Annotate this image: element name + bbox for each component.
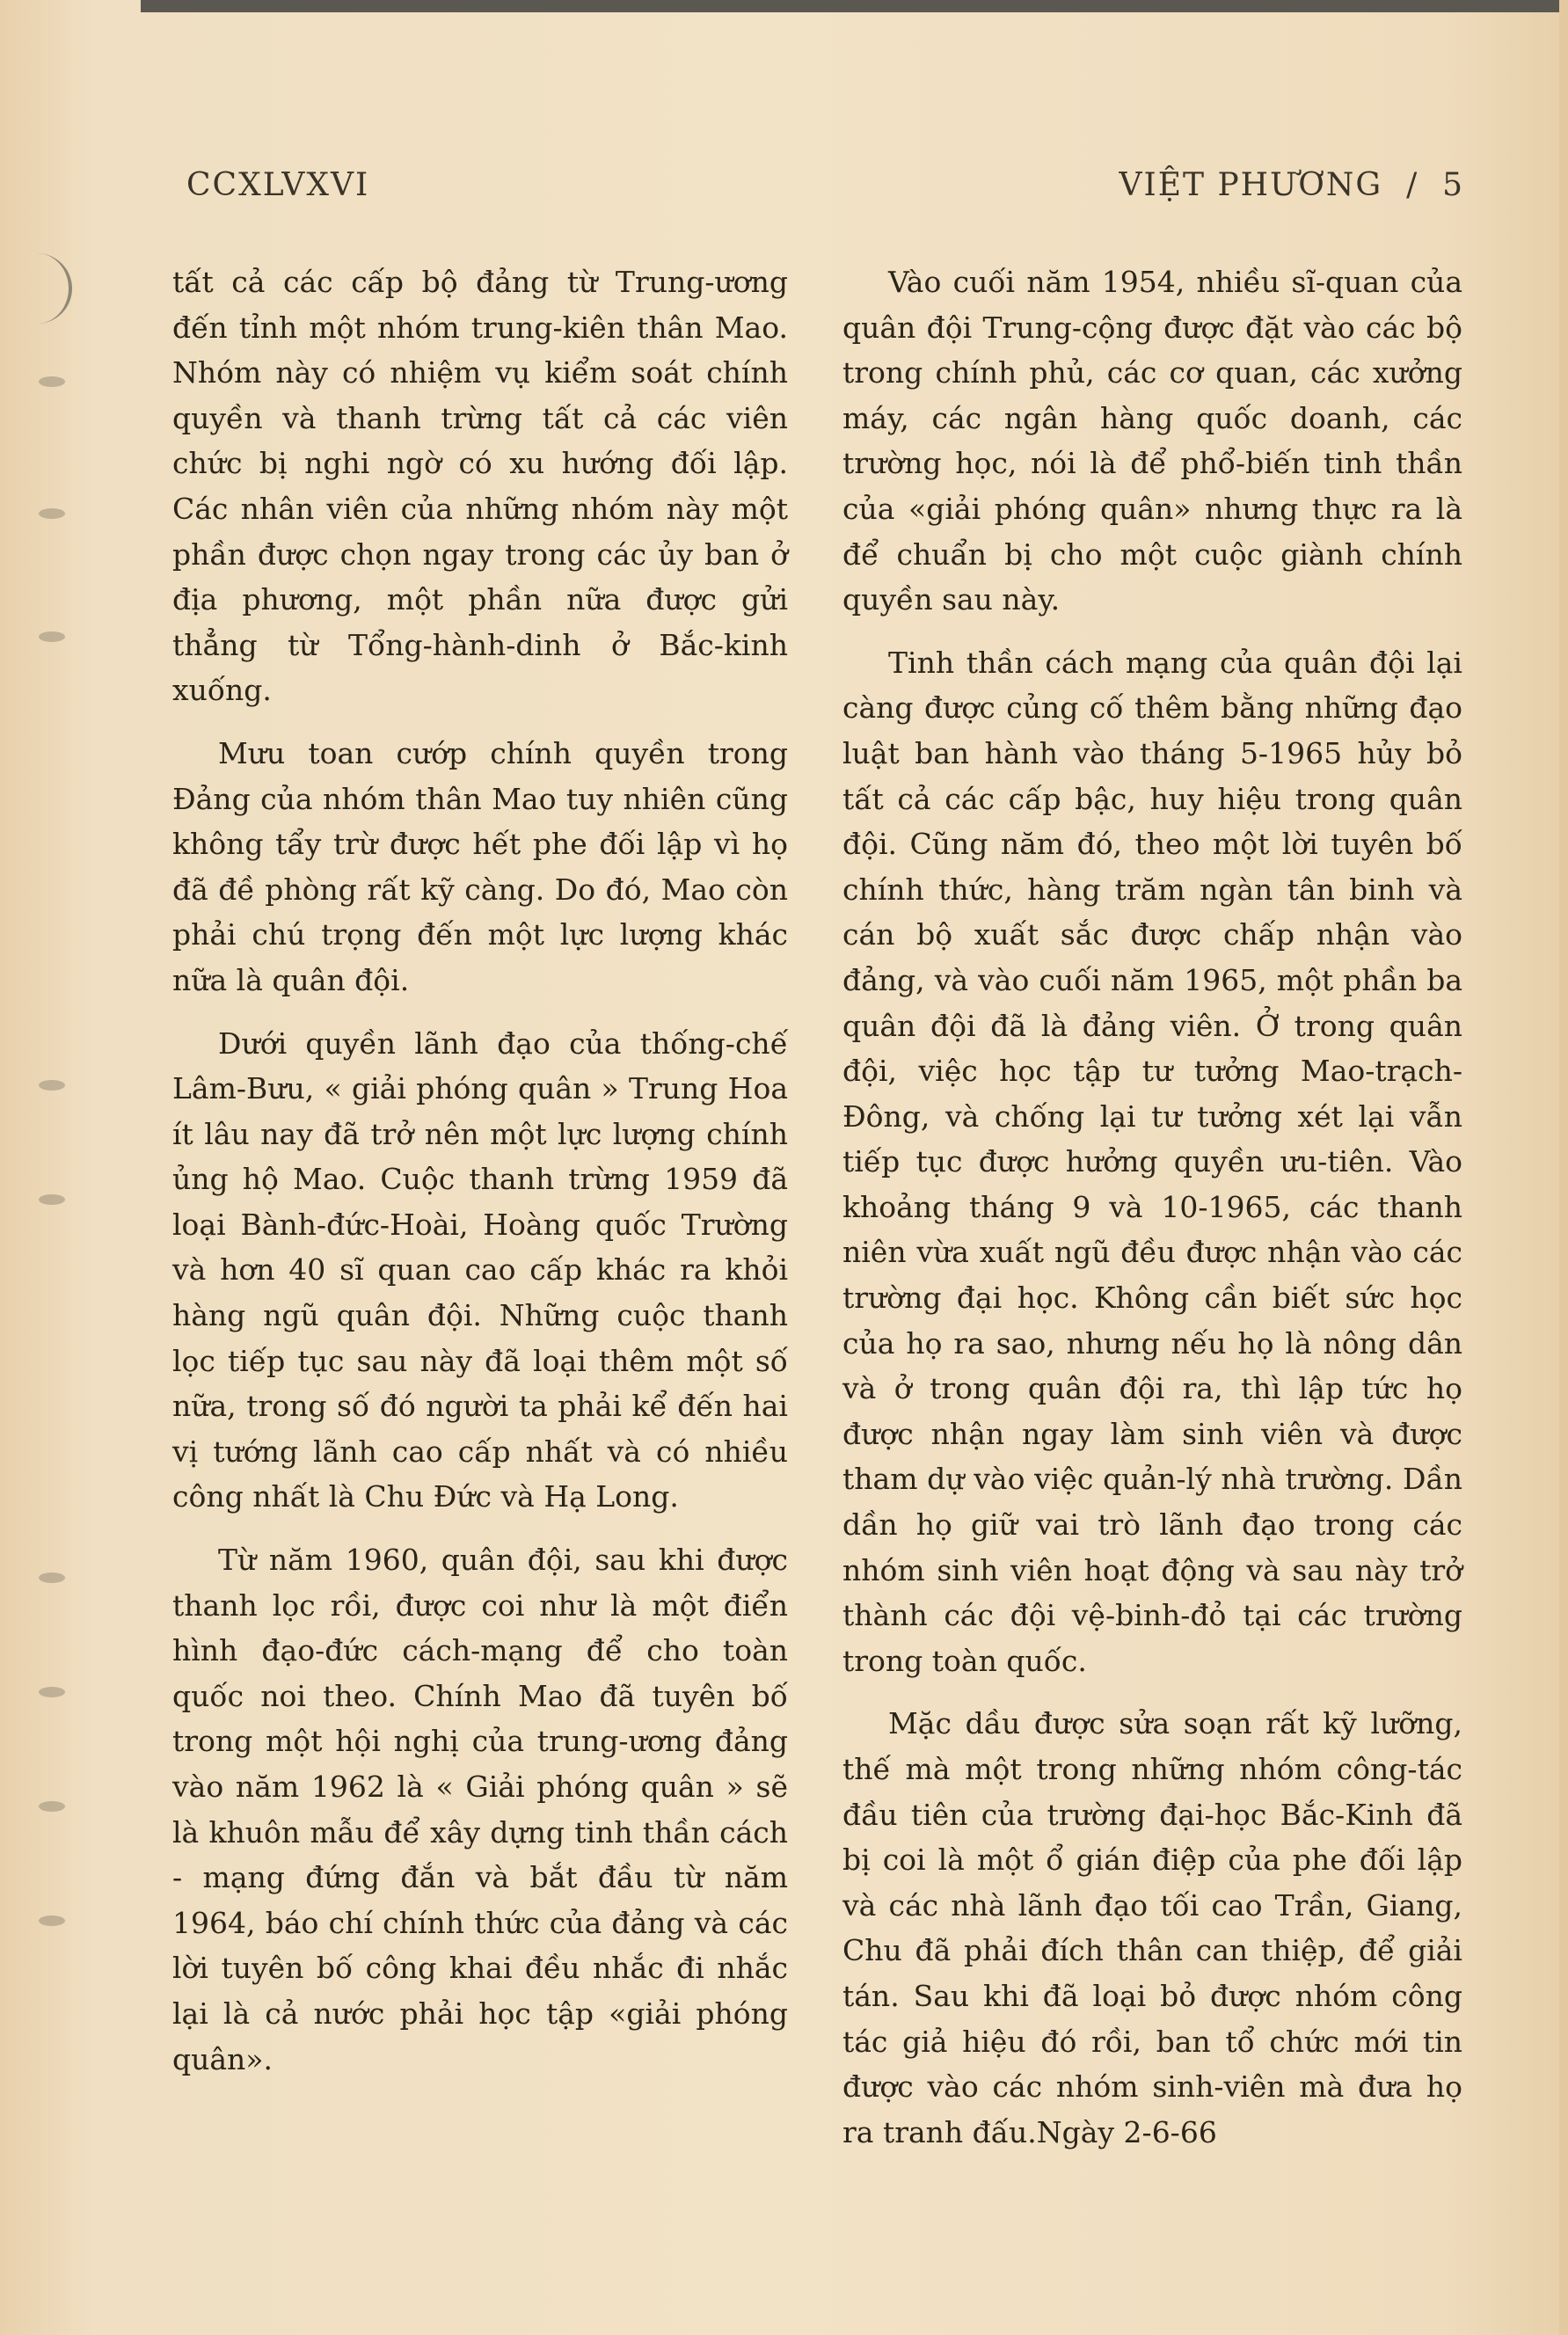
page-right-edge — [1559, 0, 1568, 2335]
running-title: VIỆT PHƯƠNG / 5 — [1119, 167, 1464, 203]
binding-hole — [39, 1687, 65, 1697]
paragraph: Tinh thần cách mạng của quân đội lại càng được củng cố thêm bằng những đạo luật ban hành vào tháng 5-1965 hủy bỏ tất cả các cấp bậc, huy hiệu trong quân đội. Cũng năm đó, theo một lời tuyên bố chính thức, hàng trăm ngàn tân binh và cán bộ xuất sắc được chấp nhận vào đảng, và vào cuối năm 1965, một phần ba quân đội đã là đảng viên. Ở trong quân đội, việc học tập tư tưởng Mao-trạch-Đông, và chống lại tư tưởng xét lại vẫn tiếp tục được hưởng quyền ưu-tiên. Vào khoảng tháng 9 và 10-1965, các thanh niên vừa xuất ngũ đều được nhận vào các trường đại học. Không cần biết sức học của họ ra sao, nhưng nếu họ là nông dân và ở trong quân đội ra, thì lập tức họ được nhận ngay làm sinh viên và được tham dự vào việc quản-lý nhà trường. Dần dần họ giữ vai trò lãnh đạo trong các nhóm sinh viên hoạt động và sau này trở thành các đội vệ-binh-đỏ tại các trường trong toàn quốc. — [842, 645, 1462, 1678]
page-top-edge — [141, 0, 1568, 12]
paragraph: tất cả các cấp bộ đảng từ Trung-ương đến tỉnh một nhóm trung-kiên thân Mao. Nhóm này có nhiệm vụ kiểm soát chính quyền và thanh trừng tất cả các viên chức bị nghi ngờ có xu hướng đối lập. Các nhân viên của những nhóm này một phần được chọn ngay trong các ủy ban ở địa phương, một phần nữa được gửi thẳng từ Tổng-hành-dinh ở Bắc-kinh xuống. — [172, 265, 788, 708]
binding-hole — [39, 1572, 65, 1583]
paragraph: Vào cuối năm 1954, nhiều sĩ-quan của quân đội Trung-cộng được đặt vào các bộ trong chính phủ, các cơ quan, các xưởng máy, các ngân hàng quốc doanh, các trường học, nói là để phổ-biến tinh thần của «giải phóng quân» nhưng thực ra là để chuẩn bị cho một cuộc giành chính quyền sau này. — [842, 265, 1462, 617]
paragraph: Từ năm 1960, quân đội, sau khi được thanh lọc rồi, được coi như là một điển hình đạo-đức cách-mạng để cho toàn quốc noi theo. Chính Mao đã tuyên bố trong một hội nghị của trung-ương đảng vào năm 1962 là « Giải phóng quân » sẽ là khuôn mẫu để xây dựng tinh thần cách - mạng đứng đắn và bắt đầu từ năm 1964, báo chí chính thức của đảng và các lời tuyên bố công khai đều nhắc đi nhắc lại là cả nước phải học tập «giải phóng quân». — [172, 1543, 788, 2076]
paragraph: Dưới quyền lãnh đạo của thống-chế Lâm-Bưu, « giải phóng quân » Trung Hoa ít lâu nay đã trở nên một lực lượng chính ủng hộ Mao. Cuộc thanh trừng 1959 đã loại Bành-đức-Hoài, Hoàng quốc Trường và hơn 40 sĩ quan cao cấp khác ra khỏi hàng ngũ quân đội. Những cuộc thanh lọc tiếp tục sau này đã loại thêm một số nữa, trong số đó người ta phải kể đến hai vị tướng lãnh cao cấp nhất và có nhiều công nhất là Chu Đức và Hạ Long. — [172, 1025, 788, 1514]
binding-hole — [39, 631, 65, 642]
binding-hole — [39, 1080, 65, 1091]
binding-hole — [39, 508, 65, 519]
paragraph: Mặc dầu được sửa soạn rất kỹ lưỡng, thế mà một trong những nhóm công-tác đầu tiên của trường đại-học Bắc-Kinh đã bị coi là một ổ gián điệp của phe đối lập và các nhà lãnh đạo tối cao Trần, Giang, Chu đã phải đích thân can thiệp, để giải tán. Sau khi đã loại bỏ được nhóm công tác giả hiệu đó rồi, ban tổ chức mới tin được vào các nhóm sinh-viên mà đưa họ ra tranh đấu.Ngày 2-6-66 — [842, 1706, 1462, 2149]
paragraph: Mưu toan cướp chính quyền trong Đảng của nhóm thân Mao tuy nhiên cũng không tẩy trừ được hết phe đối lập vì họ đã đề phòng rất kỹ càng. Do đó, Mao còn phải chú trọng đến một lực lượng khác nữa là quân đội. — [172, 735, 788, 997]
binding-hole — [39, 376, 65, 387]
right-column — [842, 259, 1462, 2172]
issue-number: CCXLVXVI — [186, 167, 370, 203]
left-column — [172, 259, 788, 2099]
binding-hole — [39, 1801, 65, 1812]
binding-hole — [39, 1915, 65, 1926]
binding-hole — [39, 1194, 65, 1205]
paper-fold — [33, 253, 72, 324]
